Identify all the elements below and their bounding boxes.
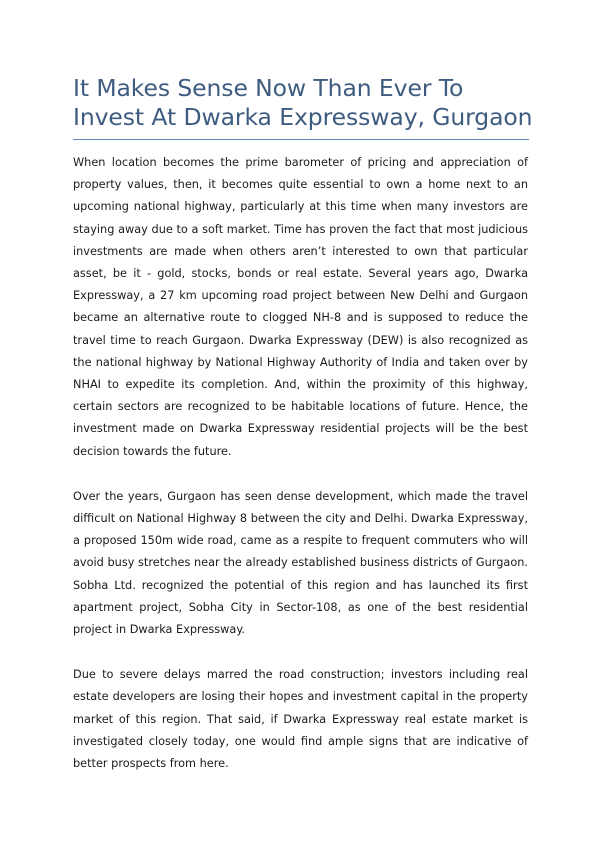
paragraph-2: Over the years, Gurgaon has seen dense development, which made the travel difficult on National Highway 8 between the city and Delhi. Dwarka Expressway, a proposed 150m wide road, came as a respite to frequent commuters who will avoid busy stretches near the already established business districts of Gurgaon. Sobha Ltd. recognized the potential of this region and has launched its first apartment project, Sobha City in Sector-108, as one of the best residential project in Dwarka Expressway. <box>73 489 528 637</box>
page-title: It Makes Sense Now Than Ever To Invest At Dwarka Expressway, Gurgaon <box>73 74 533 131</box>
paragraph-1: When location becomes the prime barometer of pricing and appreciation of property values, then, it becomes quite essential to own a home next to an upcoming national highway, particularly at this time when many investors are staying away due to a soft market. Time has proven the fact that most judicious investments are made when others aren’t interested to own that particular asset, be it - gold, stocks, bonds or real estate. Several years ago, Dwarka Expressway, a 27 km upcoming road project between New Delhi and Gurgaon became an alternative route to clogged NH-8 and is supposed to reduce the travel time to reach Gurgaon. Dwarka Expressway (DEW) is also recognized as the national highway by National Highway Authority of India and taken over by NHAI to expedite its completion. And, within the proximity of this highway, certain sectors are recognized to be habitable locations of future. Hence, the investment made on Dwarka Expressway residential projects will be the best decision towards the future. <box>73 156 528 458</box>
title-divider <box>73 139 529 140</box>
article-body <box>73 152 528 798</box>
paragraph-3: Due to severe delays marred the road construction; investors including real estate developers are losing their hopes and investment capital in the property market of this region. That said, if Dwarka Expressway real estate market is investigated closely today, one would find ample signs that are indicative of better prospects from here. <box>73 668 528 771</box>
